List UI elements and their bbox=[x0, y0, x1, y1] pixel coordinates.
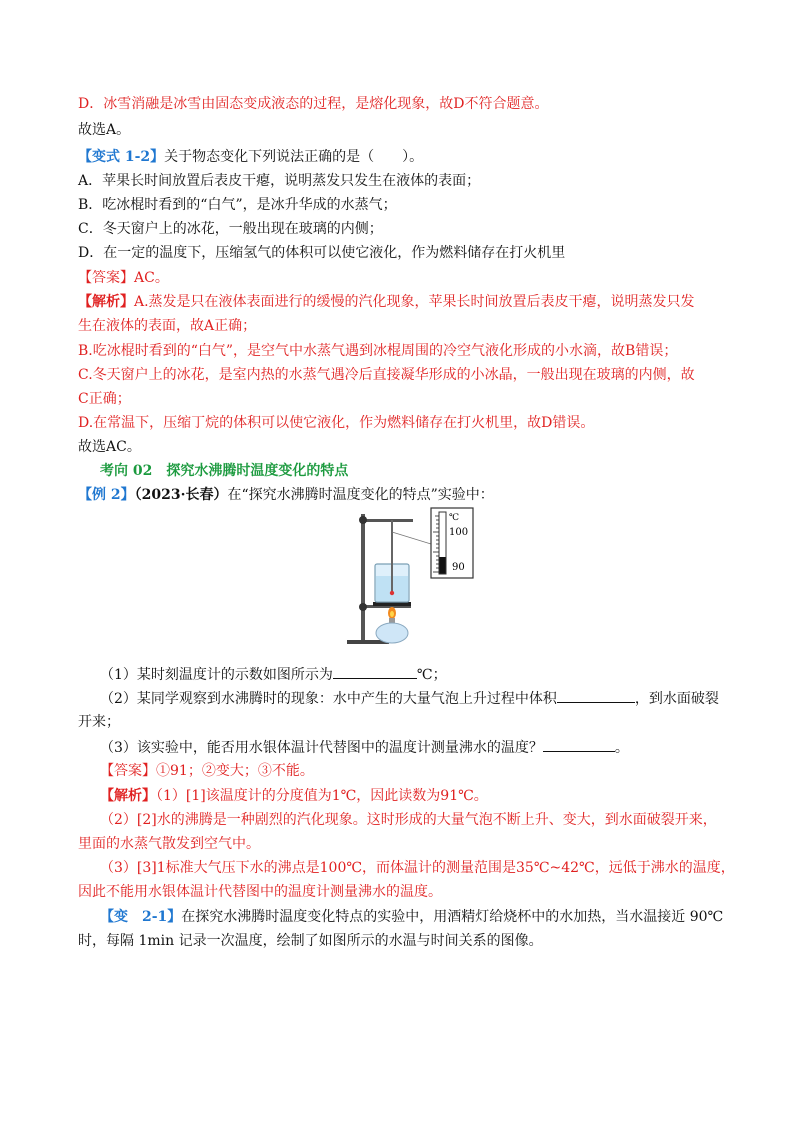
scale-unit: ℃ bbox=[449, 513, 460, 523]
sub-question-text: （1）某时刻温度计的示数如图所示为 bbox=[100, 667, 333, 683]
explanation-a bbox=[78, 292, 730, 312]
sub-question-2-cont: 开来； bbox=[78, 714, 120, 730]
explanation-text: （1）[1]该温度计的分度值为1℃，因此读数为91℃。 bbox=[156, 788, 488, 804]
question-1-2 bbox=[78, 147, 730, 167]
question-tag: 【变式 1-2】 bbox=[78, 149, 165, 165]
explanation-2-1 bbox=[100, 786, 730, 806]
option-d-explanation: D．冰雪消融是冰雪由固态变成液态的过程，是熔化现象，故D不符合题意。 bbox=[78, 96, 549, 112]
stand-rod bbox=[361, 514, 365, 640]
question-stem: 关于物态变化下列说法正确的是（ ）。 bbox=[164, 149, 424, 165]
explanation-2-2: （2）[2]水的沸腾是一种剧烈的汽化现象。这时形成的大量气泡不断上升、变大，到水面破裂开来， bbox=[100, 812, 717, 828]
explanation-2-3: （3）[3]1标准大气压下水的沸点是100℃，而体温计的测量范围是35℃~42℃，远低于沸水的温度， bbox=[100, 860, 735, 876]
variant-text: 在探究水沸腾时温度变化特点的实验中，用酒精灯给烧杯中的水加热，当水温接近 90℃ bbox=[181, 909, 724, 925]
scale-label-bottom: 90 bbox=[452, 562, 465, 573]
alcohol-lamp bbox=[376, 623, 408, 643]
option-b: B．吃冰棍时看到的“白气”，是冰升华成的水蒸气； bbox=[78, 197, 397, 213]
sub-question-text: （3）该实验中，能否用水银体温计代替图中的温度计测量沸水的温度？ bbox=[100, 740, 543, 756]
boiling-experiment-figure bbox=[335, 502, 475, 650]
scale-label-top: 100 bbox=[449, 527, 469, 538]
variant-2-1 bbox=[100, 907, 730, 927]
liquid-column bbox=[440, 557, 446, 574]
answer-1: 【答案】AC。 bbox=[78, 270, 169, 286]
sub-question-tail: ，到水面破裂 bbox=[634, 691, 719, 707]
variant-2-1-cont: 时，每隔 1min 记录一次温度，绘制了如图所示的水温与时间关系的图像。 bbox=[78, 933, 543, 949]
explanation-tag: 【解析】 bbox=[100, 788, 156, 804]
ring-knob bbox=[359, 603, 367, 611]
leader-line bbox=[392, 532, 431, 544]
variant-tag: 【变 2-1】 bbox=[100, 909, 182, 925]
explanation-b: B.吃冰棍时看到的“白气”，是空气中水蒸气遇到冰棍周围的冷空气液化形成的小水滴，故B错误； bbox=[78, 343, 678, 359]
unit-text: ℃； bbox=[416, 667, 447, 683]
explanation-tag: 【解析】 bbox=[78, 294, 134, 310]
explanation-text: A.蒸发是只在液体表面进行的缓慢的汽化现象，苹果长时间放置后表皮干瘪，说明蒸发只发 bbox=[134, 294, 695, 310]
answer-blank[interactable] bbox=[557, 688, 635, 703]
option-d: D．在一定的温度下，压缩氢气的体积可以使它液化，作为燃料储存在打火机里 bbox=[78, 245, 566, 261]
sub-question-tail: 。 bbox=[614, 740, 629, 756]
clamp-knob bbox=[359, 516, 367, 524]
answer-choice-line-2: 故选AC。 bbox=[78, 439, 141, 455]
example-tag: 【例 2】 bbox=[78, 487, 135, 503]
example-source: （2023·长春） bbox=[134, 487, 228, 503]
sub-question-1 bbox=[100, 664, 730, 685]
clamp-arm bbox=[361, 519, 413, 522]
thermometer-bulb bbox=[390, 591, 394, 595]
answer-2: 【答案】①91；②变大；③不能。 bbox=[100, 763, 314, 779]
sub-question-2 bbox=[100, 688, 730, 709]
sub-question-text: （2）某同学观察到水沸腾时的现象：水中产生的大量气泡上升过程中体积 bbox=[100, 691, 557, 707]
explanation-2-3-cont: 因此不能用水银体温计代替图中的温度计测量沸水的温度。 bbox=[78, 884, 442, 900]
explanation-a-cont: 生在液体的表面，故A正确； bbox=[78, 318, 257, 334]
option-a: A．苹果长时间放置后表皮干瘪，说明蒸发只发生在液体的表面； bbox=[78, 173, 481, 189]
answer-blank[interactable] bbox=[543, 737, 615, 752]
lamp-wick-holder bbox=[389, 618, 395, 623]
option-c: C．冬天窗户上的冰花，一般出现在玻璃的内侧； bbox=[78, 221, 383, 237]
explanation-2-2-cont: 里面的水蒸气散发到空气中。 bbox=[78, 836, 260, 852]
example-stem: 在“探究水沸腾时温度变化的特点”实验中： bbox=[227, 487, 494, 503]
answer-blank[interactable] bbox=[333, 664, 417, 679]
section-heading: 考向 02 探究水沸腾时温度变化的特点 bbox=[100, 463, 349, 479]
flame-core bbox=[390, 611, 394, 617]
explanation-c-cont: C正确； bbox=[78, 391, 131, 407]
answer-choice-line: 故选A。 bbox=[78, 122, 131, 138]
sub-question-3 bbox=[100, 737, 730, 758]
explanation-d: D.在常温下，压缩丁烷的体积可以使它液化，作为燃料储存在打火机里，故D错误。 bbox=[78, 415, 595, 431]
explanation-c: C.冬天窗户上的冰花，是室内热的水蒸气遇冷后直接凝华形成的小冰晶，一般出现在玻璃的内侧，故 bbox=[78, 367, 695, 383]
